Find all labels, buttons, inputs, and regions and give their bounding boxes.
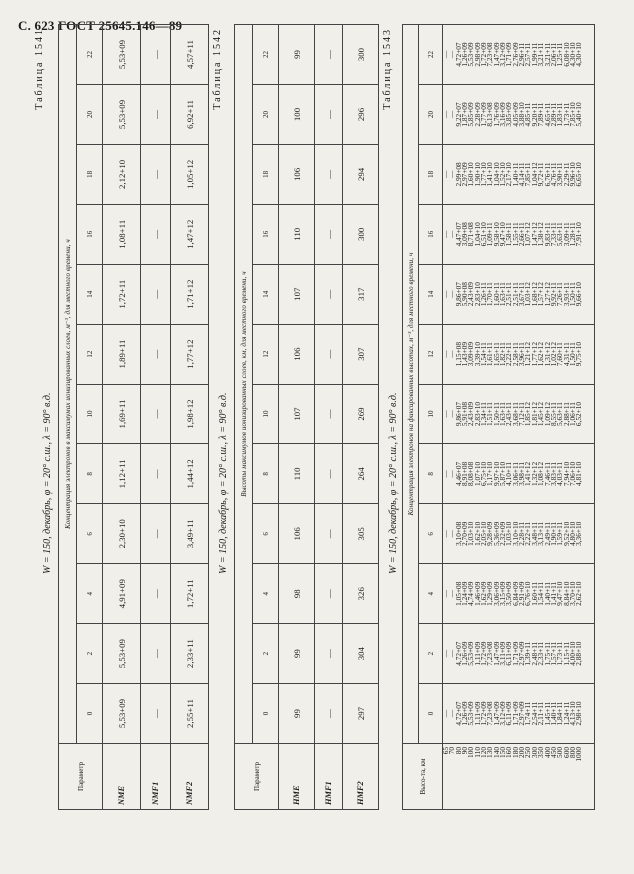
table-cell: —	[315, 564, 343, 624]
table-cell: —	[315, 85, 343, 145]
table-cell: 1,98+12	[171, 384, 209, 444]
param-name: NMF1	[141, 744, 171, 810]
table-1541	[58, 24, 209, 810]
hour-header: 8	[419, 444, 443, 504]
value-column	[443, 444, 595, 504]
param-name: NMF2	[171, 744, 209, 810]
table-cell: 99	[279, 684, 315, 744]
table-cell: —	[315, 204, 343, 264]
table-1542-title: W = 150, декабрь, φ = 20° с.ш., λ = 90° в.д.	[218, 392, 229, 574]
table-1543-subtitle: Концентрация электронов на фиксированных высотах, м⁻³, для местного времени, ч	[403, 25, 419, 744]
value-column	[443, 25, 595, 85]
hour-header: 2	[419, 624, 443, 684]
hour-header: 10	[419, 384, 443, 444]
table-cell: 307	[343, 324, 379, 384]
value-column	[443, 204, 595, 264]
hour-header: 8	[77, 444, 103, 504]
table-cell: 99	[279, 25, 315, 85]
hour-header: 8	[253, 444, 279, 504]
value-column	[443, 384, 595, 444]
table-cell: —	[315, 25, 343, 85]
table-cell: 6,92+11	[171, 85, 209, 145]
hour-header: 6	[419, 504, 443, 564]
value-column	[443, 684, 595, 744]
table-cell: 107	[279, 264, 315, 324]
table-row	[103, 25, 141, 810]
param-name: NME	[103, 744, 141, 810]
table-cell: —	[315, 384, 343, 444]
hour-header: 0	[77, 684, 103, 744]
hour-header: 4	[77, 564, 103, 624]
hour-header: 20	[253, 85, 279, 145]
table-cell: 1,47+12	[171, 204, 209, 264]
table-cell: —	[141, 624, 171, 684]
table-cell: 1,72+11	[171, 564, 209, 624]
table-cell: —	[141, 504, 171, 564]
table-1543-block	[378, 0, 634, 874]
hour-header: 0	[419, 684, 443, 744]
value-column	[443, 264, 595, 324]
height-header: Высо-та, км	[403, 744, 443, 810]
table-cell: 264	[343, 444, 379, 504]
hour-header: 18	[77, 144, 103, 204]
table-cell: 3,49+11	[171, 504, 209, 564]
hour-header: 12	[77, 324, 103, 384]
table-cell: 1,08+11	[103, 204, 141, 264]
table-cell: 317	[343, 264, 379, 324]
table-1542-label: Таблица 1542	[212, 28, 223, 110]
table-1543-label: Таблица 1543	[382, 28, 393, 110]
table-cell: 294	[343, 144, 379, 204]
table-cell: 98	[279, 564, 315, 624]
table-1541-block	[0, 0, 200, 874]
hour-header: 14	[77, 264, 103, 324]
hour-header: 12	[419, 324, 443, 384]
hour-header: 20	[419, 85, 443, 145]
hour-header: 12	[253, 324, 279, 384]
table-cell: —	[315, 144, 343, 204]
table-row	[141, 25, 171, 810]
hour-header: 20	[77, 85, 103, 145]
column-values: — — 4,72+07 1,26+09 5,53+09 2,98+09 1,72+09 7,23+08 1,47+09 3,12+09 1,71+09 2,76+09 2,96+11 2,57+11 1,99+11 3,21+11 3,21+11 2,06+11 1,25+11 6,08+10 4,30+10 4,30+10	[441, 42, 584, 67]
height-list: 65 70 80 90 100 110 120 130 140 150 160 180 200 250 300 350 400 450 500 600 800 1000	[443, 744, 595, 810]
table-cell: 1,72+11	[103, 264, 141, 324]
table-cell: 100	[279, 85, 315, 145]
hour-header: 22	[253, 25, 279, 85]
table-cell: 110	[279, 444, 315, 504]
hour-header: 2	[77, 624, 103, 684]
table-cell: —	[141, 444, 171, 504]
column-values: — — 9,86+07 5,91+08 2,43+09 2,83+10 1,34+11 1,51+11 1,50+11 1,63+11 2,43+11 3,68+11 7,12+11 1,85+12 1,81+12 1,45+12 1,09+12 8,55+11 5,63+11 2,88+11 1,06+11 6,52+10	[441, 401, 584, 427]
value-column	[443, 144, 595, 204]
table-cell: 1,44+12	[171, 444, 209, 504]
table-cell: 106	[279, 504, 315, 564]
table-cell: 2,55+11	[171, 684, 209, 744]
table-1541-title: W = 150, декабрь, φ = 20° с.ш., λ = 90° в.д.	[42, 392, 53, 574]
table-cell: 2,30+10	[103, 504, 141, 564]
column-values: — — 1,15+08 1,43+09 3,09+09 3,39+10 1,54+11 1,61+11 1,65+11 1,82+11 2,22+11 2,58+11 3,96+11 1,21+12 1,77+12 1,62+12 1,31+12 1,02+12 7,60+11 4,31+11 1,50+11 9,75+10	[441, 342, 584, 367]
param-name: HMF1	[315, 744, 343, 810]
table-cell: 300	[343, 25, 379, 85]
table-1542	[234, 24, 379, 810]
value-column	[443, 324, 595, 384]
column-values: — — 9,22+07 1,87+09 5,85+09 2,28+09 1,77+09 8,13+08 1,76+09 3,16+09 3,85+09 4,05+09 3,88+10 4,85+11 9,20+11 7,89+11 4,65+11 2,89+11 1,83+11 1,73+11 7,85+10 5,40+10	[441, 102, 584, 127]
table-cell: 297	[343, 684, 379, 744]
table-cell: 269	[343, 384, 379, 444]
param-name: HMF2	[343, 744, 379, 810]
hour-header: 16	[253, 204, 279, 264]
hour-header: 0	[253, 684, 279, 744]
table-cell: 4,91+09	[103, 564, 141, 624]
column-values: — — 2,99+08 2,97+09 1,60+10 1,90+10 1,77+10 1,41+10 1,04+10 1,52+10 2,17+10 1,40+11 4,14+11 7,85+11 1,04+12 9,72+11 6,76+11 4,76+11 3,90+11 2,29+11 9,96+10 6,65+10	[441, 162, 584, 187]
table-cell: 5,53+09	[103, 684, 141, 744]
hour-header: 6	[253, 504, 279, 564]
hour-header: 22	[77, 25, 103, 85]
table-cell: —	[315, 264, 343, 324]
table-1542-block	[200, 0, 390, 874]
hour-header: 22	[419, 25, 443, 85]
table-cell: 1,69+11	[103, 384, 141, 444]
column-values: — — 4,47+07 3,09+08 8,71+08 1,04+10 6,51+10 1,09+11 9,58+10 9,47+10 1,58+11 1,55+11 2,66+11 1,07+12 1,47+12 1,38+12 9,83+11 7,33+11 5,63+11 3,09+11 1,28+11 7,91+10	[441, 222, 584, 247]
table-cell: —	[315, 444, 343, 504]
table-cell: 1,12+11	[103, 444, 141, 504]
table-cell: 1,71+12	[171, 264, 209, 324]
table-1543	[402, 24, 595, 810]
hour-header: 2	[253, 624, 279, 684]
table-cell: —	[141, 204, 171, 264]
hour-header: 14	[253, 264, 279, 324]
table-row	[279, 25, 315, 810]
hour-header: 14	[419, 264, 443, 324]
column-values: — — 4,46+07 8,91+08 8,08+08 1,07+10 6,75+10 1,17+10 9,97+10 5,87+10 4,10+11 3,06+11 3,98+11 1,41+12 1,32+12 1,08+12 7,46+11 3,83+11 4,03+11 7,94+10 7,06+10 4,81+10	[441, 461, 584, 487]
table-cell: —	[141, 144, 171, 204]
page-header: С. 623 ГОСТ 25645.146—89	[18, 18, 183, 33]
table-1541-label: Таблица 1541	[34, 28, 45, 110]
table-cell: —	[141, 684, 171, 744]
value-column	[443, 624, 595, 684]
table-cell: 296	[343, 85, 379, 145]
table-cell: 305	[343, 504, 379, 564]
hour-header: 4	[253, 564, 279, 624]
table-cell: 99	[279, 624, 315, 684]
table-cell: 300	[343, 204, 379, 264]
column-values: — — 9,86+07 5,90+08 2,43+09 2,83+10 1,26+11 1,70+11 1,60+11 1,63+11 2,51+11 2,51+11 3,67+11 1,03+12 1,68+12 1,57+12 1,27+12 9,92+11 7,26+11 3,93+11 1,50+11 9,66+10	[441, 282, 584, 307]
hour-header: 18	[419, 144, 443, 204]
hour-header: 18	[253, 144, 279, 204]
table-cell: —	[315, 324, 343, 384]
table-cell: —	[141, 564, 171, 624]
table-cell: 110	[279, 204, 315, 264]
hour-header: 6	[77, 504, 103, 564]
table-cell: 1,77+12	[171, 324, 209, 384]
param-header: Параметр	[59, 744, 103, 810]
column-values: — — 1,05+08 1,24+09 4,74+09 1,46+09 1,62+09 1,29+09 3,06+09 3,15+09 3,50+09 6,84+09 2,91+09 6,76+10 1,60+11 1,54+11 1,40+11 1,41+11 9,47+10 8,84+10 3,70+10 2,62+10	[441, 581, 584, 606]
table-cell: 5,53+09	[103, 85, 141, 145]
table-cell: 5,53+09	[103, 624, 141, 684]
table-cell: —	[315, 504, 343, 564]
table-cell: 1,05+12	[171, 144, 209, 204]
table-cell: 1,89+11	[103, 324, 141, 384]
hour-header: 16	[77, 204, 103, 264]
table-cell: 5,53+09	[103, 25, 141, 85]
hour-header: 4	[419, 564, 443, 624]
column-values: — — 4,72+07 1,26+09 5,53+09 1,11+09 1,72+09 7,23+08 1,47+09 3,11+09 6,11+09 1,71+09 2,97+09 1,39+11 2,48+11 2,33+11 1,75+11 1,57+11 1,73+11 1,15+11 4,00+10 2,88+10	[441, 641, 584, 666]
table-cell: —	[141, 25, 171, 85]
table-cell: 4,57+11	[171, 25, 209, 85]
hour-header: 10	[253, 384, 279, 444]
table-cell: —	[141, 264, 171, 324]
table-cell: —	[141, 384, 171, 444]
column-values: — — 3,10+08 2,70+09 1,03+10 1,62+10 2,05+10 9,28+09 5,36+09 2,32+09 1,03+10 3,10+10 2,28+11 2,22+11 3,48+11 3,13+11 2,49+11 1,90+11 1,59+11 9,52+10 4,80+10 3,36+10	[441, 521, 584, 546]
value-column	[443, 564, 595, 624]
column-values: — — 4,72+07 1,26+09 5,53+09 1,11+09 1,72+09 7,23+08 1,47+09 3,12+09 6,11+09 1,71+09 2,97+09 1,74+11 2,54+11 2,11+11 1,45+11 1,40+11 1,84+11 1,24+11 4,13+10 2,98+10	[441, 701, 584, 726]
table-cell: 326	[343, 564, 379, 624]
table-cell: 107	[279, 384, 315, 444]
table-row	[315, 25, 343, 810]
table-cell: 2,12+10	[103, 144, 141, 204]
table-cell: 304	[343, 624, 379, 684]
table-cell: —	[141, 324, 171, 384]
table-cell: 2,33+11	[171, 624, 209, 684]
table-cell: 106	[279, 324, 315, 384]
table-row	[343, 25, 379, 810]
value-column	[443, 85, 595, 145]
table-cell: —	[141, 85, 171, 145]
table-cell: —	[315, 684, 343, 744]
table-1542-subtitle: Высоты максимумов ионизированных слоев, км, для местного времени, ч	[235, 25, 253, 744]
value-column	[443, 504, 595, 564]
hour-header: 16	[419, 204, 443, 264]
hour-header: 10	[77, 384, 103, 444]
table-cell: —	[315, 624, 343, 684]
param-header: Параметр	[235, 744, 279, 810]
param-name: HME	[279, 744, 315, 810]
table-row	[443, 25, 595, 810]
table-1543-title: W = 150, декабрь, φ = 20° с.ш., λ = 90° в.д.	[388, 392, 399, 574]
table-cell: 106	[279, 144, 315, 204]
table-1541-subtitle: Концентрация электронов в максимумах ионизированных слоев, м⁻³, для местного времени, ч	[59, 25, 77, 744]
